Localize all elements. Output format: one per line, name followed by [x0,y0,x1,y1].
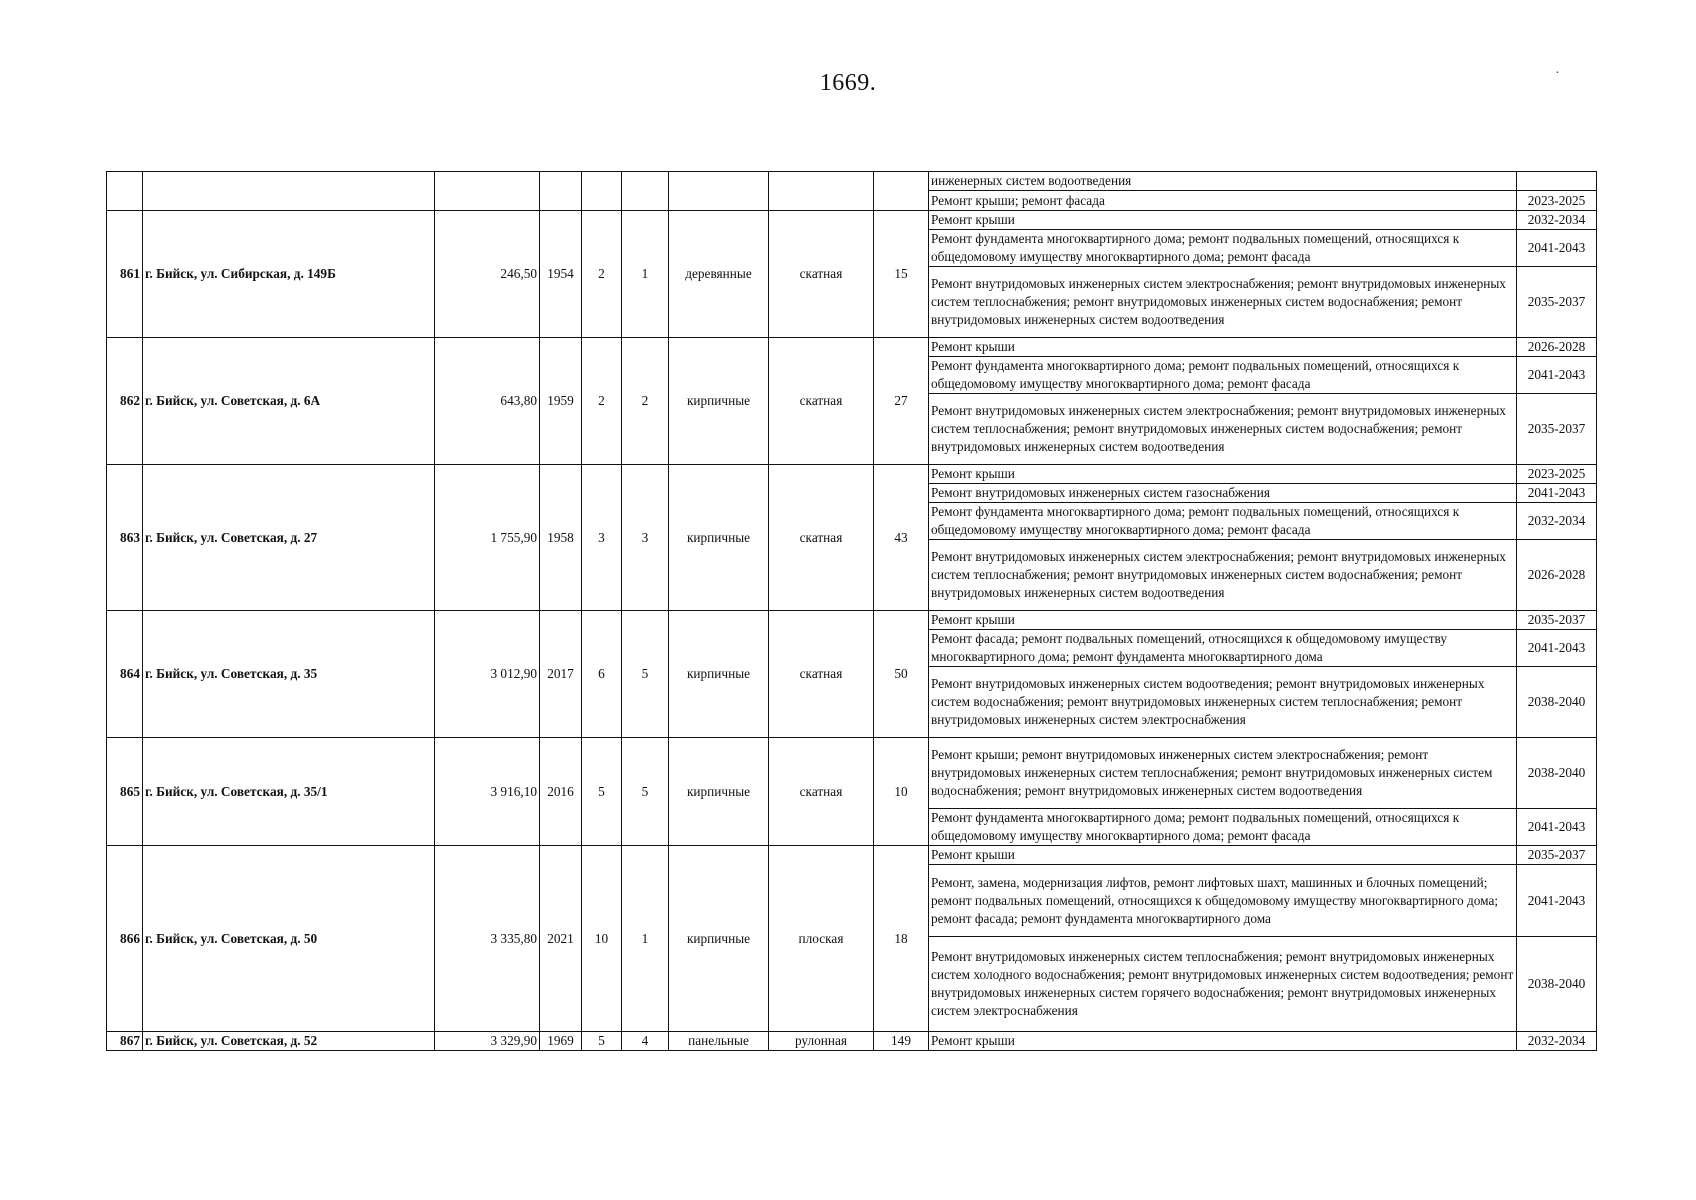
work-period: 2035-2037 [1517,267,1597,338]
work-description: Ремонт внутридомовых инженерных систем газоснабжения [929,484,1517,503]
building-area: 3 916,10 [435,738,540,846]
building-year: 1969 [540,1032,582,1051]
work-period: 2041-2043 [1517,230,1597,267]
building-row [107,465,1597,484]
work-description: Ремонт, замена, модернизация лифтов, ремонт лифтовых шахт, машинных и блочных помещений; ремонт подвальных помещений, относящихся к общедомовому имуществу многоквартирного дома; ремонт фасада; ремонт фундамента многоквартирного дома [929,865,1517,937]
work-description: Ремонт внутридомовых инженерных систем электроснабжения; ремонт внутридомовых инженерных систем теплоснабжения; ремонт внутридомовых инженерных систем водоснабжения; ремонт внутридомовых инженерных систем водоотведения [929,267,1517,338]
work-description: Ремонт фундамента многоквартирного дома; ремонт подвальных помещений, относящихся к общедомовому имуществу многоквартирного дома; ремонт фасада [929,357,1517,394]
work-description: Ремонт крыши; ремонт фасада [929,191,1517,211]
building-entrances: 2 [622,338,669,465]
building-roof: плоская [769,846,874,1032]
building-address: г. Бийск, ул. Советская, д. 35 [143,611,435,738]
building-address: г. Бийск, ул. Советская, д. 35/1 [143,738,435,846]
building-number: 862 [107,338,143,465]
building-residents: 18 [874,846,929,1032]
work-period: 2038-2040 [1517,667,1597,738]
building-address: г. Бийск, ул. Советская, д. 52 [143,1032,435,1051]
building-year: 2021 [540,846,582,1032]
building-number: 861 [107,211,143,338]
building-number: 864 [107,611,143,738]
building-address: г. Бийск, ул. Советская, д. 27 [143,465,435,611]
work-period: 2032-2034 [1517,503,1597,540]
building-walls: кирпичные [669,338,769,465]
housing-registry-table [106,171,1597,1051]
work-period: 2041-2043 [1517,484,1597,503]
building-roof: рулонная [769,1032,874,1051]
work-description: Ремонт крыши [929,211,1517,230]
building-entrances: 1 [622,211,669,338]
work-period: 2041-2043 [1517,809,1597,846]
building-roof: скатная [769,465,874,611]
work-description: Ремонт внутридомовых инженерных систем теплоснабжения; ремонт внутридомовых инженерных систем холодного водоснабжения; ремонт внутридомовых инженерных систем водоотведения; ремонт внутридомовых инженерных систем горячего водоснабжения; ремонт внутридомовых инженерных систем электроснабжения [929,937,1517,1032]
building-number: 866 [107,846,143,1032]
building-walls: кирпичные [669,738,769,846]
building-walls: кирпичные [669,846,769,1032]
work-description: Ремонт фундамента многоквартирного дома; ремонт подвальных помещений, относящихся к общедомовому имуществу многоквартирного дома; ремонт фасада [929,230,1517,267]
building-walls: деревянные [669,211,769,338]
floors-cell [582,172,622,211]
building-entrances: 5 [622,738,669,846]
work-period: 2023-2025 [1517,191,1597,211]
building-residents: 10 [874,738,929,846]
building-area: 1 755,90 [435,465,540,611]
work-period: 2035-2037 [1517,394,1597,465]
work-period: 2023-2025 [1517,465,1597,484]
work-period: 2041-2043 [1517,630,1597,667]
entrances-cell [622,172,669,211]
work-period: 2041-2043 [1517,357,1597,394]
page-number: 1669. [819,70,877,96]
work-period [1517,172,1597,191]
work-period: 2041-2043 [1517,865,1597,937]
building-row [107,611,1597,630]
building-walls: кирпичные [669,611,769,738]
work-description: Ремонт фундамента многоквартирного дома; ремонт подвальных помещений, относящихся к общедомовому имуществу многоквартирного дома; ремонт фасада [929,809,1517,846]
building-entrances: 4 [622,1032,669,1051]
continuation-row [107,172,1597,191]
building-residents: 50 [874,611,929,738]
building-roof: скатная [769,211,874,338]
area-cell [435,172,540,211]
building-row [107,738,1597,809]
building-entrances: 1 [622,846,669,1032]
building-year: 1958 [540,465,582,611]
building-floors: 2 [582,338,622,465]
building-area: 3 335,80 [435,846,540,1032]
work-description: Ремонт фундамента многоквартирного дома; ремонт подвальных помещений, относящихся к общедомовому имуществу многоквартирного дома; ремонт фасада [929,503,1517,540]
building-residents: 149 [874,1032,929,1051]
building-floors: 2 [582,211,622,338]
work-period: 2026-2028 [1517,338,1597,357]
building-area: 246,50 [435,211,540,338]
work-description: Ремонт внутридомовых инженерных систем электроснабжения; ремонт внутридомовых инженерных систем теплоснабжения; ремонт внутридомовых инженерных систем водоснабжения; ремонт внутридомовых инженерных систем водоотведения [929,394,1517,465]
building-floors: 6 [582,611,622,738]
residents-cell [874,172,929,211]
work-description: Ремонт крыши; ремонт внутридомовых инженерных систем электроснабжения; ремонт внутридомовых инженерных систем теплоснабжения; ремонт внутридомовых инженерных систем водоснабжения; ремонт внутридомовых инженерных систем водоотведения [929,738,1517,809]
building-entrances: 5 [622,611,669,738]
building-year: 2016 [540,738,582,846]
building-row [107,211,1597,230]
work-description: Ремонт внутридомовых инженерных систем электроснабжения; ремонт внутридомовых инженерных систем теплоснабжения; ремонт внутридомовых инженерных систем водоснабжения; ремонт внутридомовых инженерных систем водоотведения [929,540,1517,611]
building-address: г. Бийск, ул. Советская, д. 6А [143,338,435,465]
work-description: Ремонт крыши [929,465,1517,484]
building-roof: скатная [769,338,874,465]
building-walls: панельные [669,1032,769,1051]
roof-cell [769,172,874,211]
year-cell [540,172,582,211]
building-address: г. Бийск, ул. Советская, д. 50 [143,846,435,1032]
building-roof: скатная [769,611,874,738]
building-entrances: 3 [622,465,669,611]
address-cell [143,172,435,211]
work-description: инженерных систем водоотведения [929,172,1517,191]
building-year: 2017 [540,611,582,738]
work-description: Ремонт крыши [929,611,1517,630]
building-number: 867 [107,1032,143,1051]
building-area: 643,80 [435,338,540,465]
no-cell [107,172,143,211]
building-residents: 27 [874,338,929,465]
walls-cell [669,172,769,211]
building-roof: скатная [769,738,874,846]
work-period: 2032-2034 [1517,211,1597,230]
registry-body [107,172,1597,1051]
building-walls: кирпичные [669,465,769,611]
work-description: Ремонт крыши [929,846,1517,865]
work-period: 2038-2040 [1517,937,1597,1032]
work-description: Ремонт крыши [929,338,1517,357]
building-floors: 10 [582,846,622,1032]
building-row [107,338,1597,357]
building-area: 3 329,90 [435,1032,540,1051]
building-floors: 5 [582,1032,622,1051]
scan-speck: · [1555,66,1560,81]
building-area: 3 012,90 [435,611,540,738]
building-residents: 43 [874,465,929,611]
building-address: г. Бийск, ул. Сибирская, д. 149Б [143,211,435,338]
work-period: 2035-2037 [1517,846,1597,865]
work-period: 2032-2034 [1517,1032,1597,1051]
work-description: Ремонт внутридомовых инженерных систем водоотведения; ремонт внутридомовых инженерных систем водоснабжения; ремонт внутридомовых инженерных систем теплоснабжения; ремонт внутридомовых инженерных систем электроснабжения [929,667,1517,738]
building-residents: 15 [874,211,929,338]
building-number: 865 [107,738,143,846]
building-year: 1959 [540,338,582,465]
building-year: 1954 [540,211,582,338]
work-description: Ремонт фасада; ремонт подвальных помещений, относящихся к общедомовому имуществу многоквартирного дома; ремонт фундамента многоквартирного дома [929,630,1517,667]
work-period: 2038-2040 [1517,738,1597,809]
work-period: 2026-2028 [1517,540,1597,611]
work-period: 2035-2037 [1517,611,1597,630]
building-floors: 5 [582,738,622,846]
building-row [107,846,1597,865]
building-number: 863 [107,465,143,611]
work-description: Ремонт крыши [929,1032,1517,1051]
building-row [107,1032,1597,1051]
building-floors: 3 [582,465,622,611]
